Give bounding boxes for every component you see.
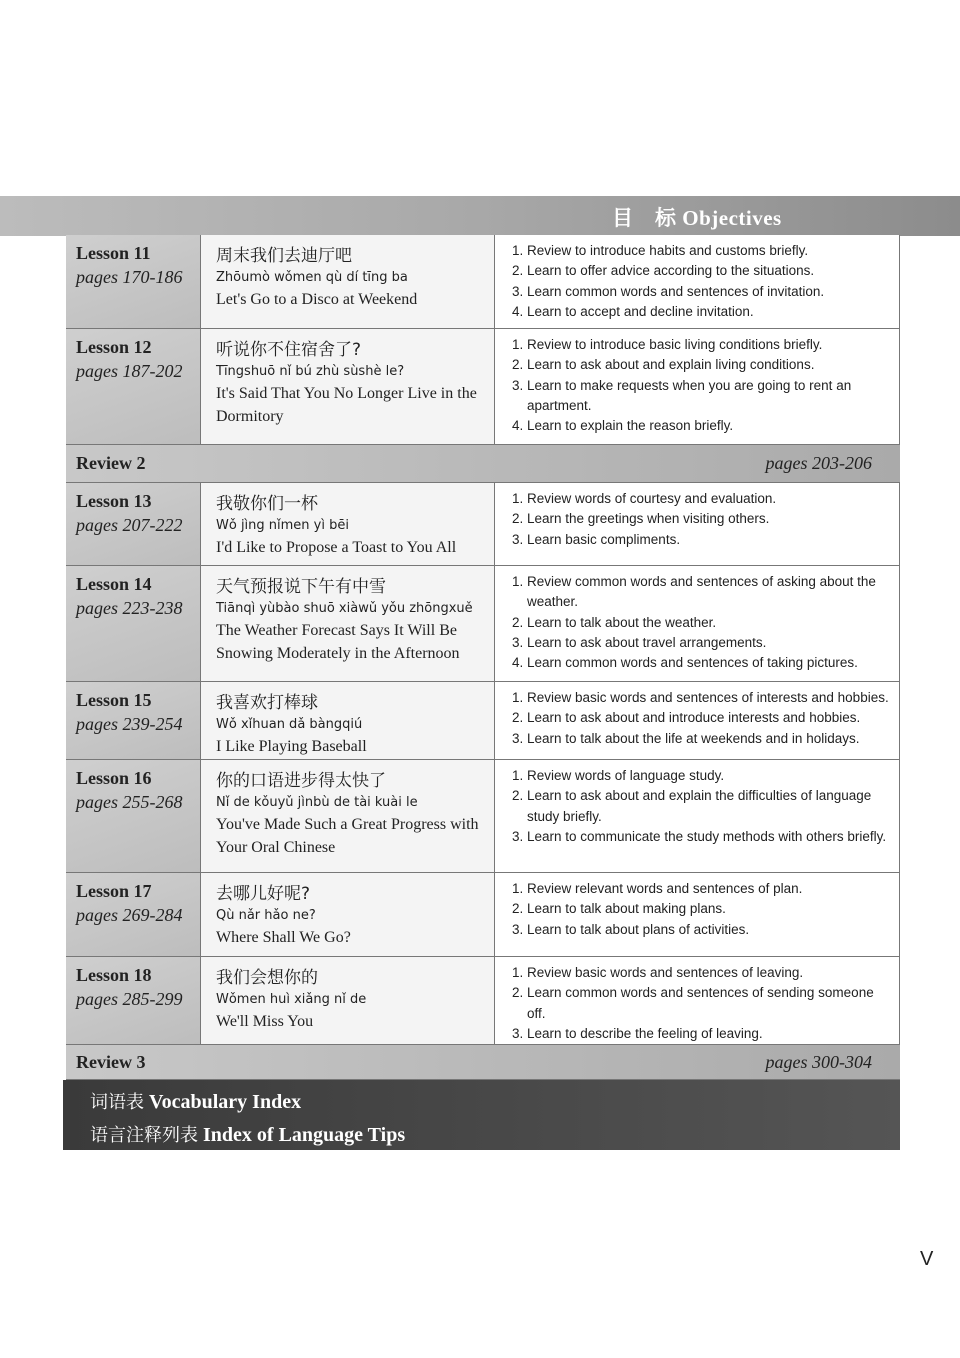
title-pinyin: Qù nǎr hǎo ne? xyxy=(216,908,316,923)
objective-item: 3. Learn to communicate the study methods with others briefly. xyxy=(527,827,889,847)
review-3-row[interactable] xyxy=(66,1045,900,1080)
review-label: Review 2 xyxy=(76,453,146,473)
lesson-info xyxy=(66,682,201,759)
vocabulary-index-link[interactable]: 词语表 Vocabulary Index xyxy=(90,1091,302,1113)
lesson-title xyxy=(201,682,495,759)
review-pages: pages 203-206 xyxy=(765,453,872,473)
objective-item: 2. Learn to talk about the weather. xyxy=(527,613,889,633)
lesson-number: Lesson 14 xyxy=(76,574,152,594)
title-english: The Weather Forecast Says It Will Be Snowing Moderately in the Afternoon xyxy=(216,622,460,662)
lesson-number: Lesson 13 xyxy=(76,491,152,511)
lesson-row[interactable] xyxy=(66,682,900,760)
lesson-pages: pages 255-268 xyxy=(76,792,183,812)
objective-item: 4. Learn to accept and decline invitation. xyxy=(527,302,889,322)
objective-item: 1. Review to introduce basic living conditions briefly. xyxy=(527,335,889,355)
lesson-number: Lesson 15 xyxy=(76,690,152,710)
title-pinyin: Tiānqì yùbào shuō xiàwǔ yǒu zhōngxuě xyxy=(216,601,473,616)
review-label: Review 3 xyxy=(76,1051,146,1072)
objective-item: 2. Learn to ask about and introduce interests and hobbies. xyxy=(527,708,889,728)
title-english: Let's Go to a Disco at Weekend xyxy=(216,291,418,308)
title-pinyin: Wǒ jìng nǐmen yì bēi xyxy=(216,518,349,533)
title-chinese: 我喜欢打棒球 xyxy=(216,693,318,713)
objectives-header-band xyxy=(0,196,960,236)
lesson-number: Lesson 11 xyxy=(76,243,151,263)
lesson-pages: pages 223-238 xyxy=(76,598,183,618)
lesson-info xyxy=(66,566,201,681)
lesson-info xyxy=(66,483,201,565)
title-chinese: 去哪儿好呢? xyxy=(216,884,311,904)
lesson-objectives xyxy=(495,682,900,759)
lesson-pages: pages 187-202 xyxy=(76,361,183,381)
title-pinyin: Wǒ xǐhuan dǎ bàngqiú xyxy=(216,717,363,732)
lesson-title xyxy=(201,957,495,1044)
lesson-number: Lesson 16 xyxy=(76,768,152,788)
title-english: It's Said That You No Longer Live in the Dormitory xyxy=(216,385,477,425)
objective-item: 3. Learn to make requests when you are going to rent an apartment. xyxy=(527,376,889,417)
objective-item: 2. Learn common words and sentences of sending someone off. xyxy=(527,983,889,1024)
title-english: I Like Playing Baseball xyxy=(216,738,367,755)
lesson-row[interactable] xyxy=(66,235,900,329)
lesson-info xyxy=(66,235,201,328)
lesson-number: Lesson 18 xyxy=(76,965,152,985)
objective-item: 3. Learn basic compliments. xyxy=(527,530,889,550)
lesson-pages: pages 239-254 xyxy=(76,714,183,734)
lesson-pages: pages 269-284 xyxy=(76,905,183,925)
objective-item: 4. Learn to explain the reason briefly. xyxy=(527,416,889,436)
title-english: Where Shall We Go? xyxy=(216,929,351,946)
lesson-info xyxy=(66,760,201,872)
lesson-title xyxy=(201,873,495,956)
lesson-title xyxy=(201,329,495,444)
lessons-table xyxy=(66,235,900,1080)
title-chinese: 我们会想你的 xyxy=(216,968,318,988)
lesson-title xyxy=(201,235,495,328)
lesson-info xyxy=(66,329,201,444)
lesson-objectives xyxy=(495,873,900,956)
lesson-objectives xyxy=(495,329,900,444)
objective-item: 2. Learn to ask about and explain living conditions. xyxy=(527,355,889,375)
lesson-row[interactable] xyxy=(66,760,900,873)
objective-item: 1. Review common words and sentences of asking about the weather. xyxy=(527,572,889,613)
lesson-row[interactable] xyxy=(66,329,900,445)
title-english: You've Made Such a Great Progress with Your Oral Chinese xyxy=(216,816,479,856)
objective-item: 2. Learn to talk about making plans. xyxy=(527,899,889,919)
objective-item: 2. Learn to offer advice according to the situations. xyxy=(527,261,889,281)
lesson-objectives xyxy=(495,566,900,681)
objective-item: 3. Learn to talk about plans of activities. xyxy=(527,920,889,940)
title-pinyin: Zhōumò wǒmen qù dí tīng ba xyxy=(216,270,408,285)
objectives-heading: 目 标 Objectives xyxy=(612,206,782,230)
lesson-number: Lesson 17 xyxy=(76,881,152,901)
objective-item: 2. Learn the greetings when visiting others. xyxy=(527,509,889,529)
title-chinese: 听说你不住宿舍了? xyxy=(216,340,362,360)
page-number: V xyxy=(920,1248,934,1270)
title-chinese: 你的口语进步得太快了 xyxy=(216,771,386,791)
title-chinese: 天气预报说下午有中雪 xyxy=(216,577,386,597)
lesson-pages: pages 170-186 xyxy=(76,267,183,287)
objective-item: 1. Review relevant words and sentences of plan. xyxy=(527,879,889,899)
lesson-info xyxy=(66,957,201,1044)
lesson-info xyxy=(66,873,201,956)
lesson-objectives xyxy=(495,760,900,872)
objective-item: 4. Learn common words and sentences of taking pictures. xyxy=(527,653,889,673)
lesson-objectives xyxy=(495,483,900,565)
lesson-pages: pages 285-299 xyxy=(76,989,183,1009)
objective-item: 2. Learn to ask about and explain the difficulties of language study briefly. xyxy=(527,786,889,827)
objective-item: 1. Review words of language study. xyxy=(527,766,889,786)
lesson-row[interactable] xyxy=(66,566,900,682)
objective-item: 3. Learn common words and sentences of invitation. xyxy=(527,282,889,302)
lesson-row[interactable] xyxy=(66,957,900,1045)
title-chinese: 周末我们去迪厅吧 xyxy=(216,246,352,266)
lesson-objectives xyxy=(495,957,900,1044)
lesson-title xyxy=(201,566,495,681)
title-english: I'd Like to Propose a Toast to You All xyxy=(216,539,457,556)
lesson-objectives xyxy=(495,235,900,328)
objective-item: 1. Review to introduce habits and customs briefly. xyxy=(527,241,889,261)
objective-item: 3. Learn to describe the feeling of leaving. xyxy=(527,1024,889,1044)
lesson-number: Lesson 12 xyxy=(76,337,152,357)
title-pinyin: Wǒmen huì xiǎng nǐ de xyxy=(216,992,367,1007)
lesson-row[interactable] xyxy=(66,483,900,566)
review-pages: pages 300-304 xyxy=(765,1051,872,1072)
objective-item: 3. Learn to ask about travel arrangements. xyxy=(527,633,889,653)
review-2-row[interactable] xyxy=(66,445,900,483)
title-pinyin: Nǐ de kǒuyǔ jìnbù de tài kuài le xyxy=(216,795,418,810)
title-english: We'll Miss You xyxy=(216,1013,314,1030)
title-pinyin: Tīngshuō nǐ bú zhù sùshè le? xyxy=(216,364,405,379)
language-tips-index-link[interactable]: 语言注释列表 Index of Language Tips xyxy=(90,1124,406,1146)
lesson-title xyxy=(201,760,495,872)
objective-item: 1. Review basic words and sentences of leaving. xyxy=(527,963,889,983)
objective-item: 3. Learn to talk about the life at weekends and in holidays. xyxy=(527,729,889,749)
lesson-row[interactable] xyxy=(66,873,900,957)
lesson-pages: pages 207-222 xyxy=(76,515,183,535)
title-chinese: 我敬你们一杯 xyxy=(216,494,318,514)
appendix-band xyxy=(63,1080,900,1150)
objective-item: 1. Review words of courtesy and evaluation. xyxy=(527,489,889,509)
lesson-title xyxy=(201,483,495,565)
objective-item: 1. Review basic words and sentences of interests and hobbies. xyxy=(527,688,889,708)
